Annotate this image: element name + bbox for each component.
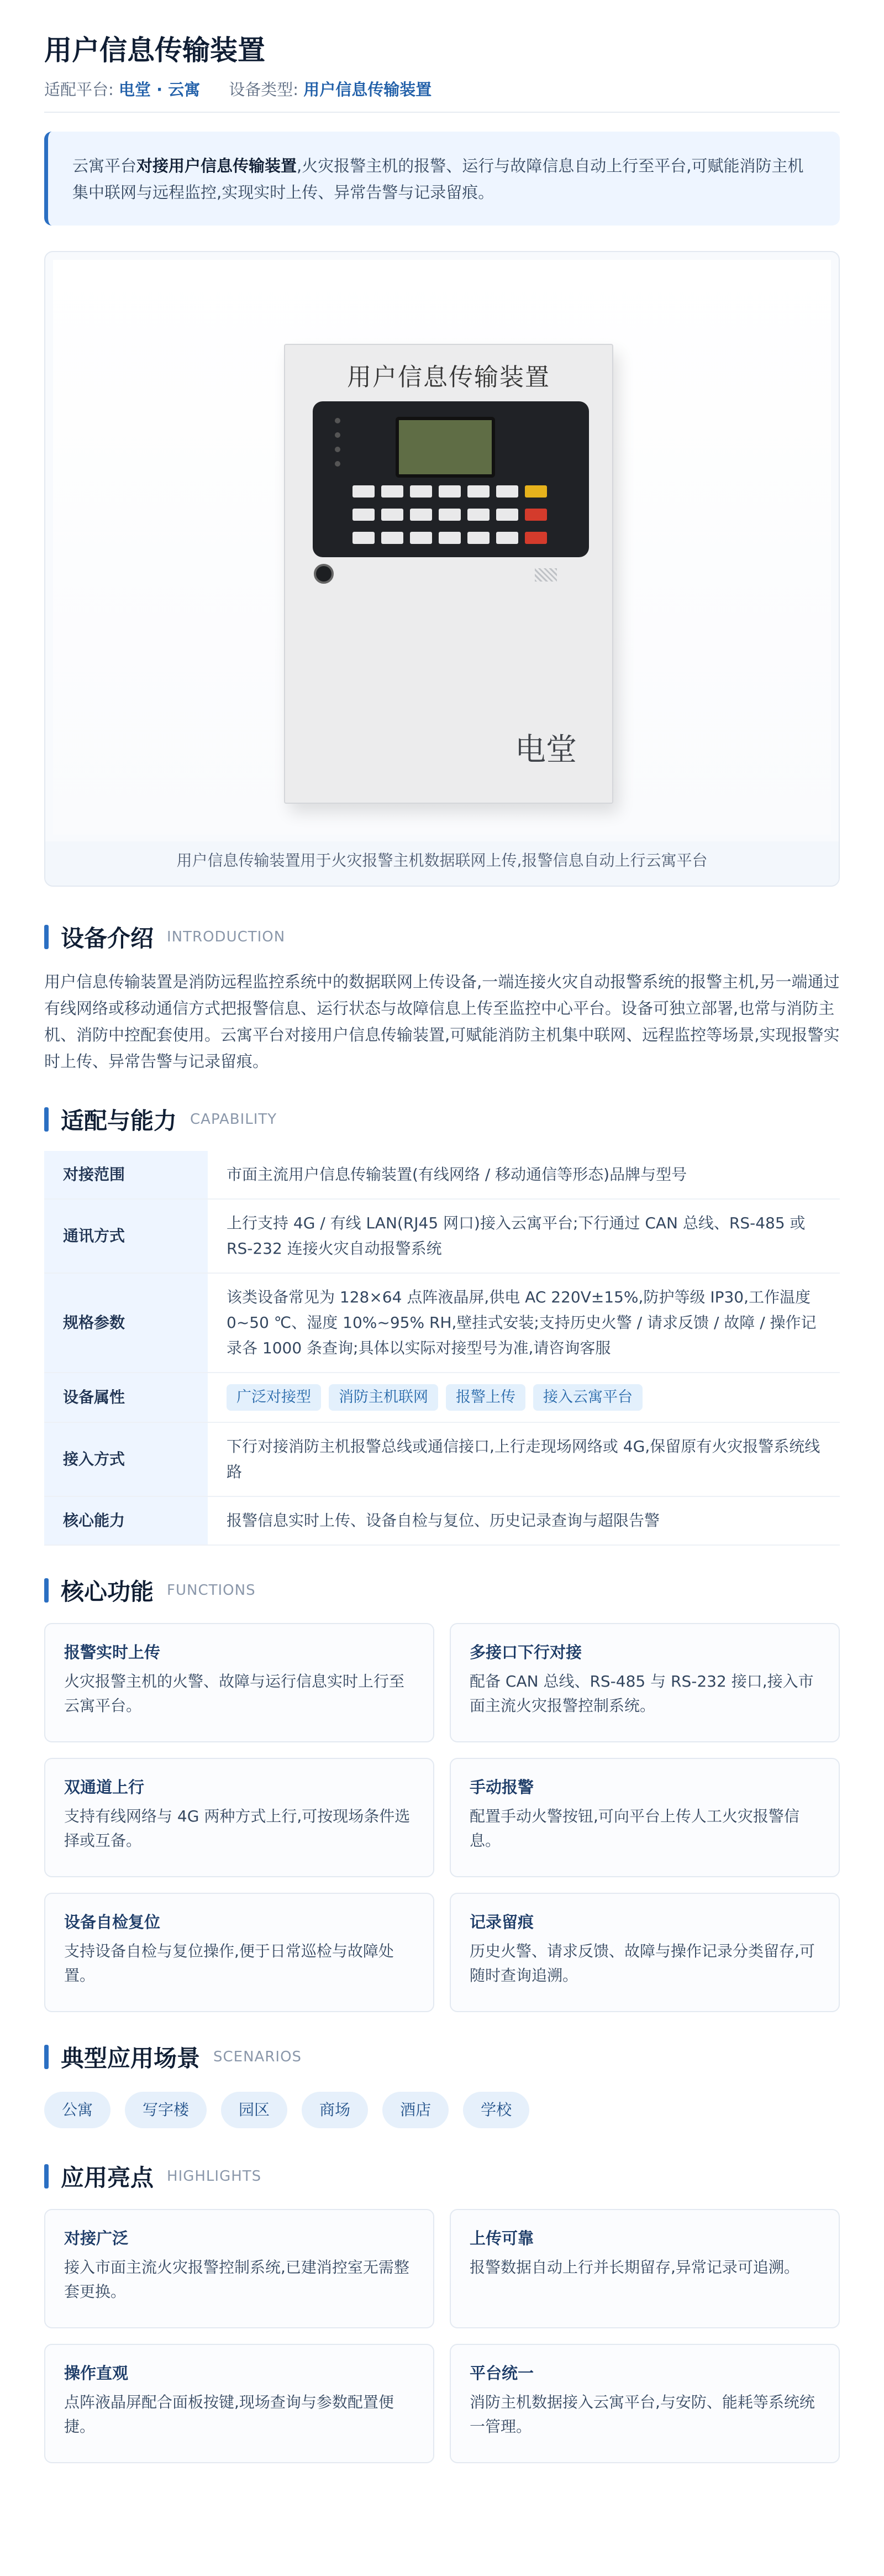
scenario-chip: 商场 [302, 2092, 368, 2128]
attribute-tag: 报警上传 [446, 1384, 525, 1411]
intro-text: 用户信息传输装置是消防远程监控系统中的数据联网上传设备,一端连接火灾自动报警系统的报警主机,另一端通过有线网络或移动通信方式把报警信息、运行状态与故障信息上传至监控中心平台。设备可独立部署,也常与消防主机、消防中控配套使用。云寓平台对接用户信息传输装置,可赋能消防主机集中联网、远程监控等场景,实现报警实时上传、异常告警与记录留痕。 [44, 972, 840, 1071]
card-desc: 接入市面主流火灾报警控制系统,已建消控室无需整套更换。 [64, 2258, 409, 2301]
section-bar [44, 2164, 49, 2188]
table-row [44, 1496, 840, 1545]
row-key: 核心能力 [44, 1496, 208, 1545]
meta-row [44, 78, 840, 101]
function-card [450, 1893, 840, 2012]
lcd-screen [396, 417, 495, 478]
intro-heading [44, 923, 840, 951]
functions-heading [44, 1577, 840, 1604]
card-title: 记录留痕 [470, 1913, 534, 1931]
card-desc: 报警数据自动上行并长期留存,异常记录可追溯。 [470, 2258, 799, 2276]
table-row [44, 1273, 840, 1373]
divider [44, 112, 840, 113]
highlight-card [450, 2209, 840, 2328]
key-lock-icon [314, 564, 334, 584]
type-meta [229, 78, 432, 101]
capability-table [44, 1151, 840, 1546]
table-row [44, 1373, 840, 1422]
function-card [450, 1758, 840, 1877]
card-desc: 点阵液晶屏配合面板按键,现场查询与参数配置便捷。 [64, 2393, 394, 2436]
scenario-chip: 学校 [463, 2092, 529, 2128]
table-row [44, 1151, 840, 1199]
device-brand: 电堂 [515, 732, 577, 768]
scenarios-en: SCENARIOS [213, 2049, 302, 2065]
table-row [44, 1199, 840, 1273]
platform-meta [44, 78, 200, 101]
scenario-chips [44, 2092, 840, 2128]
card-title: 操作直观 [64, 2364, 129, 2383]
highlights-heading [44, 2163, 840, 2190]
type-label: 设备类型: [229, 80, 298, 99]
image-caption: 用户信息传输装置用于火灾报警主机数据联网上传,报警信息自动上行云寓平台 [45, 841, 839, 886]
vent-icon [535, 568, 557, 582]
function-card [450, 1623, 840, 1742]
row-value: 报警信息实时上传、设备自检与复位、历史记录查询与超限告警 [208, 1496, 840, 1545]
attribute-tag: 广泛对接型 [227, 1384, 321, 1411]
row-tags [208, 1373, 840, 1422]
card-title: 报警实时上传 [64, 1643, 161, 1662]
device-title: 用户信息传输装置 [347, 363, 550, 391]
control-panel [313, 401, 589, 557]
card-desc: 配置手动火警按钮,可向平台上传人工火灾报警信息。 [470, 1807, 799, 1850]
row-value: 下行对接消防主机报警总线或通信接口,上行走现场网络或 4G,保留原有火灾报警系统线路 [208, 1422, 840, 1496]
card-title: 双通道上行 [64, 1778, 145, 1797]
intro-title: 设备介绍 [61, 925, 154, 952]
section-bar [44, 925, 49, 949]
highlights-title: 应用亮点 [61, 2164, 154, 2191]
highlight-card [44, 2209, 434, 2328]
capability-title: 适配与能力 [61, 1107, 177, 1134]
scenario-chip: 园区 [221, 2092, 287, 2128]
capability-heading [44, 1106, 840, 1133]
row-key: 通讯方式 [44, 1199, 208, 1273]
attribute-tag: 消防主机联网 [329, 1384, 438, 1411]
lead-prefix: 云寓平台 [72, 156, 137, 175]
row-value: 上行支持 4G / 有线 LAN(RJ45 网口)接入云寓平台;下行通过 CAN 总线、RS-485 或 RS-232 连接火灾自动报警系统 [208, 1199, 840, 1273]
card-title: 设备自检复位 [64, 1913, 161, 1931]
function-card [44, 1623, 434, 1742]
device-illustration [284, 344, 613, 804]
lead-callout [44, 132, 840, 226]
type-value: 用户信息传输装置 [303, 80, 432, 99]
platform-label: 适配平台: [44, 80, 114, 99]
section-bar [44, 1578, 49, 1603]
card-title: 平台统一 [470, 2364, 534, 2383]
functions-en: FUNCTIONS [167, 1582, 256, 1599]
platform-value: 电堂 · 云寓 [119, 80, 201, 99]
card-desc: 配备 CAN 总线、RS-485 与 RS-232 接口,接入市面主流火灾报警控制系统。 [470, 1672, 814, 1715]
card-title: 手动报警 [470, 1778, 534, 1797]
row-key: 设备属性 [44, 1373, 208, 1422]
functions-title: 核心功能 [61, 1578, 154, 1605]
keypad [352, 485, 549, 549]
function-card [44, 1893, 434, 2012]
page-title: 用户信息传输装置 [44, 34, 265, 66]
table-row [44, 1422, 840, 1496]
card-desc: 火灾报警主机的火警、故障与运行信息实时上行至云寓平台。 [64, 1672, 405, 1715]
scenario-chip: 酒店 [382, 2092, 449, 2128]
row-value: 该类设备常见为 128×64 点阵液晶屏,供电 AC 220V±15%,防护等级 IP30,工作温度 0~50 ℃、湿度 10%~95% RH,壁挂式安装;支持历史火警 / 请求反馈 / 故障 / 操作记录各 1000 条查询;具体以实际对接型号为准,请咨询客服 [208, 1273, 840, 1373]
lead-strong: 对接用户信息传输装置 [136, 156, 297, 175]
attribute-tag: 接入云寓平台 [533, 1384, 643, 1411]
card-desc: 支持有线网络与 4G 两种方式上行,可按现场条件选择或互备。 [64, 1807, 411, 1850]
section-bar [44, 2045, 49, 2069]
section-bar [44, 1107, 49, 1132]
product-image-card [44, 251, 840, 887]
row-value: 市面主流用户信息传输装置(有线网络 / 移动通信等形态)品牌与型号 [208, 1151, 840, 1199]
product-image [53, 260, 831, 835]
card-title: 对接广泛 [64, 2229, 129, 2248]
highlights-en: HIGHLIGHTS [167, 2168, 262, 2185]
scenarios-heading [44, 2043, 840, 2071]
row-key: 规格参数 [44, 1273, 208, 1373]
highlight-card [450, 2344, 840, 2463]
highlight-card [44, 2344, 434, 2463]
card-title: 上传可靠 [470, 2229, 534, 2248]
function-card [44, 1758, 434, 1877]
functions-grid [44, 1623, 840, 2012]
scenario-chip: 写字楼 [125, 2092, 207, 2128]
card-desc: 消防主机数据接入云寓平台,与安防、能耗等系统统一管理。 [470, 2393, 815, 2436]
row-key: 接入方式 [44, 1422, 208, 1496]
card-desc: 支持设备自检与复位操作,便于日常巡检与故障处置。 [64, 1942, 394, 1985]
highlights-grid [44, 2209, 840, 2463]
card-title: 多接口下行对接 [470, 1643, 582, 1662]
scenarios-title: 典型应用场景 [61, 2045, 201, 2072]
capability-en: CAPABILITY [190, 1111, 277, 1128]
scenario-chip: 公寓 [44, 2092, 110, 2128]
lead-rest: ,火灾报警主机的报警、运行与故障信息自动上行至平台,可赋能消防主机集中联网与远程监控,实现实时上传、异常告警与记录留痕。 [72, 156, 804, 202]
indicator-leds [335, 418, 362, 484]
row-key: 对接范围 [44, 1151, 208, 1199]
card-desc: 历史火警、请求反馈、故障与操作记录分类留存,可随时查询追溯。 [470, 1942, 815, 1985]
intro-en: INTRODUCTION [167, 929, 286, 945]
